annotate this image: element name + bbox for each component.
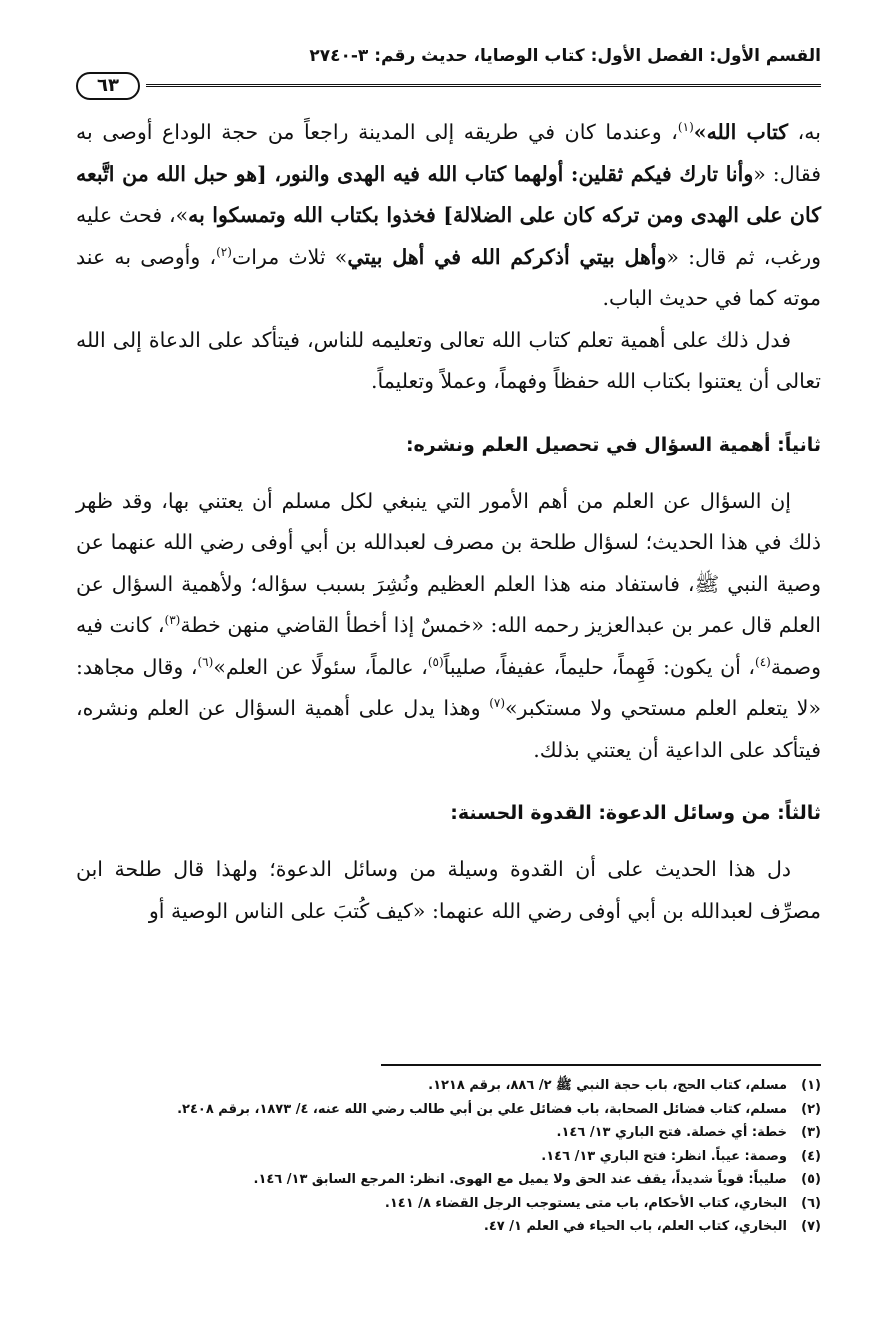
footnote-number: (١) <box>801 1078 821 1093</box>
footnote-item <box>76 1121 821 1145</box>
footnote-item <box>76 1074 821 1098</box>
p1-quote-1: كتاب الله» <box>693 120 789 144</box>
p1-text-5: ، وأوصى به عند موته كما في حديث الباب. <box>76 244 821 310</box>
footnote-text: مسلم، كتاب الحج، باب حجة النبي ﷺ ٢/ ٨٨٦، برقم ١٢١٨. <box>428 1078 787 1093</box>
footnote-item <box>76 1098 821 1122</box>
footnote-number: (٣) <box>801 1125 821 1140</box>
section-heading-3: ثالثاً: من وسائل الدعوة: القدوة الحسنة: <box>450 802 821 824</box>
footnotes <box>76 1064 821 1239</box>
section-heading-2: ثانياً: أهمية السؤال في تحصيل العلم ونشره: <box>405 433 821 456</box>
footnote-ref-1: (١) <box>677 120 694 135</box>
p3-text-4: ، عالماً، سئولًا عن العلم» <box>213 654 428 679</box>
p3-text-2: ، كانت فيه وصمة <box>76 613 821 679</box>
p1-text-2: ، وعندما كان في طريقه إلى المدينة راجعاً من حجة الوداع أوصى به فقال: « <box>76 120 822 186</box>
p1-text-3: »، فحث عليه ورغب، ثم قال: « <box>76 203 822 269</box>
p3-text-5: ، وقال مجاهد: «لا يتعلم العلم مستحي ولا مستكبر» <box>76 654 821 720</box>
paragraph-4: دل هذا الحديث على أن القدوة وسيلة من وسائل الدعوة؛ ولهذا قال طلحة ابن مصرِّف لعبدالله بن أبي أوفى رضي الله عنهما: «كيف كُتبَ على الناس الوصية أو <box>76 857 821 923</box>
footnote-text: وصمة: عيباً. انظر: فتح الباري ١٣/ ١٤٦. <box>541 1148 787 1164</box>
footnote-text: البخاري، كتاب الأحكام، باب متى يستوجب الرجل القضاء ٨/ ١٤١. <box>384 1195 787 1211</box>
footnote-ref-3: (٣) <box>164 613 181 628</box>
page-header <box>76 38 821 102</box>
footnote-number: (٦) <box>801 1195 821 1211</box>
footnote-item <box>76 1192 821 1216</box>
p3-text-1: إن السؤال عن العلم من أهم الأمور التي ينبغي لكل مسلم أن يعتني بها، وقد ظهر ذلك في هذا الحديث؛ لسؤال طلحة بن مصرف لعبدالله بن أبي أوفى رضي الله عنهما عن وصية النبي ﷺ، فاستفاد منه هذا العلم العظيم ونُشِرَ بسبب سؤاله؛ ولأهمية السؤال عن العلم قال عمر بن عبدالعزيز رحمه الله: «خمسٌ إذا أخطأ القاضي منهن خطة <box>76 488 821 637</box>
footnote-number: (٤) <box>801 1148 821 1164</box>
footnote-item <box>76 1168 821 1192</box>
p1-hadith-quote: وأنا تارك فيكم ثقلين: أولهما كتاب الله فيه الهدى والنور، [هو حبل الله من اتَّبعه كان على الهدى ومن تركه كان على الضلالة] فخذوا بكتاب الله وتمسكوا به <box>76 161 821 227</box>
footnote-number: (٧) <box>801 1219 821 1234</box>
footnote-text: مسلم، كتاب فضائل الصحابة، باب فضائل علي بن أبي طالب رضي الله عنه، ٤/ ١٨٧٣، برقم ٢٤٠٨. <box>177 1101 787 1117</box>
p1-hadith-quote-2: وأهل بيتي أذكركم الله في أهل بيتي <box>347 244 667 269</box>
footnote-text: صليباً: قوياً شديداً، يقف عند الحق ولا يميل مع الهوى. انظر: المرجع السابق ١٣/ ١٤٦. <box>253 1172 787 1187</box>
header-rule <box>146 84 821 87</box>
footnote-text: خطة: أي خصلة. فتح الباري ١٣/ ١٤٦. <box>556 1125 787 1140</box>
footnote-item <box>76 1145 821 1169</box>
p1-text-1: به، <box>788 120 821 144</box>
p3-text-6: وهذا يدل على أهمية السؤال عن العلم ونشره، فيتأكد على الداعية أن يعتني بذلك. <box>76 696 821 762</box>
p3-text-3: ، أن يكون: فَهِماً، حليماً، عفيفاً، صليباً <box>443 654 756 679</box>
main-text <box>76 112 821 932</box>
footnote-ref-4: (٤) <box>755 654 771 669</box>
running-title: القسم الأول: الفصل الأول: كتاب الوصايا، حديث رقم: ٣-٢٧٤٠ <box>309 46 821 66</box>
footnote-rule <box>381 1064 821 1066</box>
footnote-number: (٥) <box>801 1172 821 1187</box>
paragraph-2: فدل ذلك على أهمية تعلم كتاب الله تعالى وتعليمه للناس، فيتأكد على الدعاة إلى الله تعالى أن يعتنوا بكتاب الله حفظاً وفهماً، وعملاً وتعليماً. <box>76 327 821 393</box>
footnote-ref-6: (٦) <box>197 654 214 669</box>
p1-text-4: » ثلاث مرات <box>231 244 348 269</box>
footnote-list <box>76 1074 821 1239</box>
footnote-number: (٢) <box>801 1101 821 1117</box>
page-number: ٦٣ <box>76 72 140 100</box>
footnote-ref-5: (٥) <box>427 654 444 669</box>
paragraph-3 <box>76 481 821 772</box>
footnote-ref-7: (٧) <box>489 696 506 711</box>
footnote-ref-2: (٢) <box>216 244 232 259</box>
footnote-item <box>76 1215 821 1239</box>
paragraph-1 <box>76 112 821 320</box>
footnote-text: البخاري، كتاب العلم، باب الحياء في العلم ١/ ٤٧. <box>483 1219 787 1234</box>
